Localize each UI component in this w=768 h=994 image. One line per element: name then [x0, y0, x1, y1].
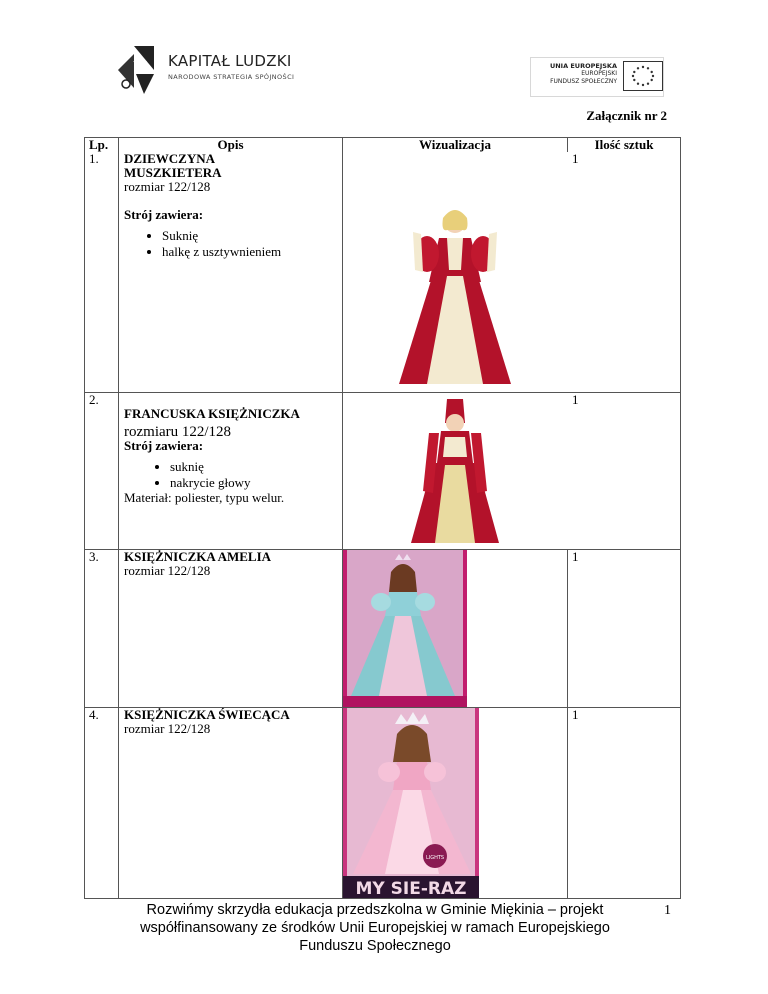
page-number: 1: [664, 903, 671, 918]
eu-logo-text: [537, 62, 617, 86]
kl-title: KAPITAŁ LUDZKI: [168, 52, 292, 70]
annex-label: Załącznik nr 2: [586, 108, 667, 123]
kapital-ludzki-emblem-icon: [116, 44, 156, 96]
row-number: 1.: [85, 152, 119, 393]
footer: [90, 901, 660, 955]
row-number: 3.: [85, 550, 119, 708]
french-princess-photo: [343, 393, 568, 549]
header-lp: Lp.: [85, 138, 119, 153]
costume-table: [84, 137, 681, 899]
costume-name: MUSZKIETERA: [124, 165, 222, 180]
costume-name: FRANCUSKA KSIĘŻNICZKA: [124, 406, 300, 421]
quantity: 1: [568, 708, 681, 899]
table-row: [85, 708, 681, 899]
table-header-row: [85, 138, 681, 153]
items-list: [124, 459, 342, 491]
row-description: [119, 708, 343, 899]
costume-photo: [343, 550, 568, 708]
costume-size: rozmiar 122/128: [124, 721, 211, 736]
list-item: • suknię: [170, 459, 342, 475]
kl-subtitle: NARODOWA STRATEGIA SPÓJNOŚCI: [168, 73, 295, 81]
contains-label: Strój zawiera:: [124, 207, 204, 222]
costume-photo: [343, 708, 568, 899]
header-qty: Ilość sztuk: [568, 138, 681, 153]
quantity: 1: [568, 152, 681, 393]
costume-name: KSIĘŻNICZKA AMELIA: [124, 549, 272, 564]
row-number: 4.: [85, 708, 119, 899]
costume-size: rozmiar 122/128: [124, 563, 211, 578]
lights-badge: LIGHTS: [425, 855, 445, 861]
list-item: • Suknię: [162, 228, 342, 244]
quantity: 1: [568, 550, 681, 708]
row-description: [119, 393, 343, 550]
kapital-ludzki-logo: [116, 44, 316, 96]
costume-material: Materiał: poliester, typu welur.: [124, 490, 285, 505]
footer-line: Rozwińmy skrzydła edukacja przedszkolna w Gminie Miękinia – projekt: [146, 902, 604, 918]
costume-name: DZIEWCZYNA: [124, 151, 216, 166]
glowing-princess-photo: [343, 708, 568, 898]
header-opis: Opis: [119, 138, 343, 153]
costume-photo: [343, 393, 568, 550]
row-description: [119, 152, 343, 393]
costume-photo: [343, 152, 568, 393]
footer-line: Funduszu Społecznego: [299, 938, 451, 954]
eu-logo: [530, 57, 664, 97]
table-row: [85, 393, 681, 550]
eu-line2: EUROPEJSKI: [581, 70, 617, 77]
table-row: [85, 152, 681, 393]
eu-line1: UNIA EUROPEJSKA: [549, 62, 617, 70]
table-row: [85, 550, 681, 708]
header-viz: Wizualizacja: [343, 138, 568, 153]
footer-line: współfinansowany ze środków Unii Europejskiej w ramach Europejskiego: [140, 920, 610, 936]
list-item: • nakrycie głowy: [170, 475, 342, 491]
eu-line3: FUNDUSZ SPOŁECZNY: [550, 78, 617, 85]
costume-name: KSIĘŻNICZKA ŚWIECĄCA: [124, 707, 290, 722]
row-description: [119, 550, 343, 708]
musketeer-dress-photo: [343, 152, 568, 392]
costume-size: rozmiaru 122/128: [124, 424, 232, 440]
costume-size: rozmiar 122/128: [124, 179, 211, 194]
row-number: 2.: [85, 393, 119, 550]
photo-caption: MY SIE-RAZ: [355, 879, 467, 898]
list-item: • halkę z usztywnieniem: [162, 244, 342, 260]
quantity: 1: [568, 393, 681, 550]
princess-amelia-photo: [343, 550, 568, 707]
contains-label: Strój zawiera:: [124, 438, 204, 453]
eu-flag-icon: [623, 61, 663, 91]
items-list: [124, 228, 342, 260]
